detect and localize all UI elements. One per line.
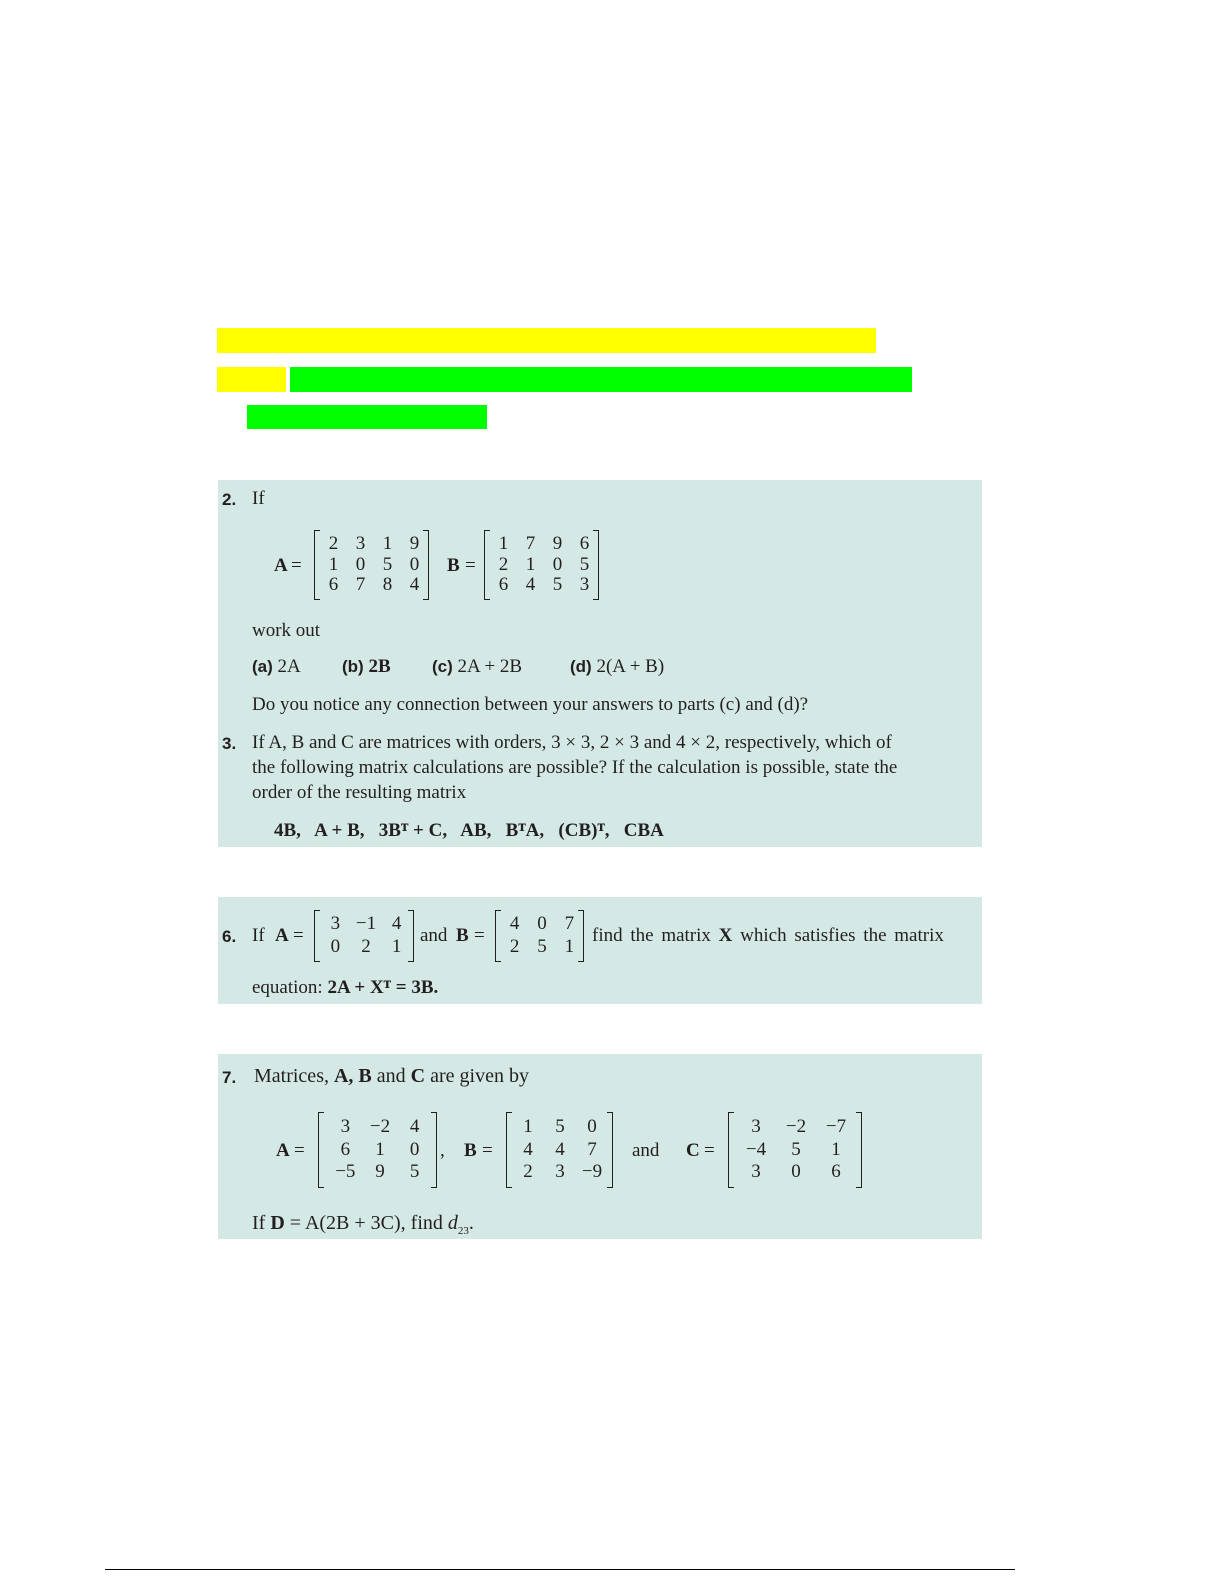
q6-and: and [420,925,448,946]
q6-a-label: A [275,925,289,946]
q6-b-cell-2-2: 5 [537,936,547,957]
question-box-7 [218,1054,982,1239]
q2-a-cell-2-2: 0 [355,553,366,575]
q2-a-cell-2-3: 5 [382,553,393,575]
q7-comma-1: , [440,1140,445,1161]
q2-b-cell-1-1: 1 [498,533,509,554]
q7-c-label: C [686,1140,700,1161]
question-box-2-3 [218,480,982,847]
q2-b-cell-3-4: 3 [579,574,590,595]
q7-b-label: B [464,1140,477,1161]
q2-part-b: (b) 2B [342,656,391,677]
q7-a-left-bracket [318,1112,324,1188]
q7-a-cell-2-3: 0 [409,1138,420,1160]
q7-b-cell-3-2: 3 [555,1161,565,1182]
question-box-6 [218,897,982,1004]
q7-b-cell-1-2: 5 [555,1116,565,1137]
q2-part-c: (c) 2A + 2B [432,656,523,677]
q7-matrix-a [328,1117,432,1181]
q2-a-cell-3-4: 4 [409,574,420,595]
q2-a-right-bracket [423,530,429,600]
q6-b-right-bracket [578,910,584,962]
q2-notice: Do you notice any connection between your answers to parts (c) and (d)? [252,694,809,715]
q7-b-right-bracket [607,1112,613,1188]
q7-c-cell-2-1: −4 [745,1138,767,1160]
green-highlight-bar-2 [247,405,487,429]
q2-part-a: (a) 2A [252,656,301,677]
q7-c-cell-3-1: 3 [751,1161,761,1182]
q2-a-cell-1-4: 9 [409,533,420,554]
q7-b-cell-2-2: 4 [555,1138,565,1160]
q2-matrix-a [320,534,428,594]
q2-a-cell-2-1: 1 [328,553,339,575]
q3-line2: the following matrix calculations are possible? If the calculation is possible, state the [252,757,898,778]
q7-a-eq: = [294,1140,305,1161]
q2-b-cell-2-1: 2 [498,553,509,575]
q7-number: 7. [222,1068,237,1087]
q7-b-cell-3-1: 2 [523,1161,533,1182]
q2-intro: If [252,488,265,509]
q6-matrix-b [501,914,583,956]
q2-a-cell-3-2: 7 [355,574,366,595]
q6-a-cell-1-3: 4 [391,913,402,934]
q2-b-cell-3-2: 4 [525,574,536,595]
q7-a-cell-3-1: −5 [335,1161,356,1182]
q7-c-cell-3-3: 6 [831,1161,841,1182]
q2-b-cell-3-1: 6 [498,574,509,595]
q7-c-cell-3-2: 0 [791,1161,801,1182]
q7-a-cell-2-2: 1 [375,1138,385,1160]
q7-a-cell-3-3: 5 [409,1161,420,1182]
q6-if: If [252,925,265,946]
q6-b-label: B [456,925,469,946]
q7-and: and [632,1140,660,1161]
q2-a-cell-3-3: 8 [382,574,393,595]
q6-matrix-a [320,914,412,956]
q7-c-right-bracket [856,1112,862,1188]
q2-a-eq: = [291,555,302,576]
q2-part-d: (d) 2(A + B) [570,656,665,677]
q2-b-right-bracket [593,530,599,600]
q6-a-cell-2-1: 0 [330,936,341,957]
q2-b-cell-2-2: 1 [525,553,536,575]
q6-a-right-bracket [408,910,414,962]
q2-b-cell-1-3: 9 [552,533,563,554]
q2-work-out: work out [252,620,321,641]
q7-b-cell-1-1: 1 [523,1116,533,1137]
q7-c-left-bracket [728,1112,734,1188]
q6-number: 6. [222,927,237,946]
q6-equation-line: equation: 2A + Xᵀ = 3B. [252,977,439,998]
q7-c-cell-1-3: −7 [825,1116,847,1137]
q7-c-cell-2-3: 1 [831,1138,841,1160]
q7-b-cell-3-3: −9 [581,1161,603,1182]
q7-c-eq: = [704,1140,715,1161]
q6-a-cell-2-2: 2 [361,936,371,957]
q2-a-cell-1-2: 3 [355,533,366,554]
q7-c-cell-2-2: 5 [791,1138,801,1160]
q6-a-cell-1-2: −1 [355,913,377,934]
q2-a-cell-1-1: 2 [328,533,339,554]
q7-b-cell-1-3: 0 [587,1116,597,1137]
q2-b-cell-2-4: 5 [579,553,590,575]
q7-c-cell-1-2: −2 [785,1116,807,1137]
q6-b-cell-2-3: 1 [564,936,575,957]
q2-a-cell-1-3: 1 [382,533,393,554]
q6-b-cell-1-3: 7 [564,913,575,934]
q7-a-cell-1-3: 4 [409,1116,420,1137]
q6-b-cell-1-2: 0 [537,913,547,934]
q6-a-cell-1-1: 3 [330,913,341,934]
q2-a-cell-3-1: 6 [328,574,339,595]
q2-a-label: A [274,555,288,576]
q2-b-cell-2-3: 0 [552,553,563,575]
q6-tail: find the matrix X which satisfies the matrix [592,925,944,946]
q6-a-cell-2-3: 1 [391,936,402,957]
q3-line3: order of the resulting matrix [252,782,467,803]
q7-final-line: If D = A(2B + 3C), find $d_{23}$. [252,1212,474,1237]
q7-b-eq: = [482,1140,493,1161]
q2-b-label: B [447,555,460,576]
q7-a-cell-2-1: 6 [340,1138,351,1160]
q6-b-cell-1-1: 4 [509,913,520,934]
q7-a-right-bracket [431,1112,437,1188]
q7-c-cell-1-1: 3 [751,1116,761,1137]
q2-matrix-b [490,534,598,594]
q3-expressions: 4B, A + B, 3Bᵀ + C, AB, BᵀA, (CB)ᵀ, CBA [274,820,664,841]
yellow-highlight-bar-2 [217,367,286,392]
q2-number: 2. [222,490,237,509]
q3-line1: If A, B and C are matrices with orders, 3 × 3, 2 × 3 and 4 × 2, respectively, which of [252,732,892,753]
q3-number: 3. [222,734,237,753]
q2-b-cell-1-4: 6 [579,533,590,554]
q7-intro: Matrices, A, B and C are given by [254,1065,529,1087]
q2-a-cell-2-4: 0 [409,553,420,575]
q7-a-cell-1-1: 3 [340,1116,351,1137]
q2-b-eq: = [465,555,476,576]
q7-a-cell-3-2: 9 [375,1161,385,1182]
q2-b-cell-3-3: 5 [552,574,563,595]
q7-a-label: A [276,1140,290,1161]
q7-b-cell-2-3: 7 [587,1138,597,1160]
q2-b-cell-1-2: 7 [525,533,536,554]
green-highlight-bar-1 [290,367,912,392]
q6-b-cell-2-1: 2 [509,936,520,957]
q6-a-eq: = [293,925,304,946]
q6-b-eq: = [474,925,485,946]
q7-b-cell-2-1: 4 [523,1138,533,1160]
footer-rule [105,1569,1015,1570]
yellow-highlight-bar-1 [217,328,876,353]
q7-matrix-c [736,1117,856,1181]
q7-matrix-b [512,1117,608,1181]
q7-a-cell-1-2: −2 [369,1116,391,1137]
